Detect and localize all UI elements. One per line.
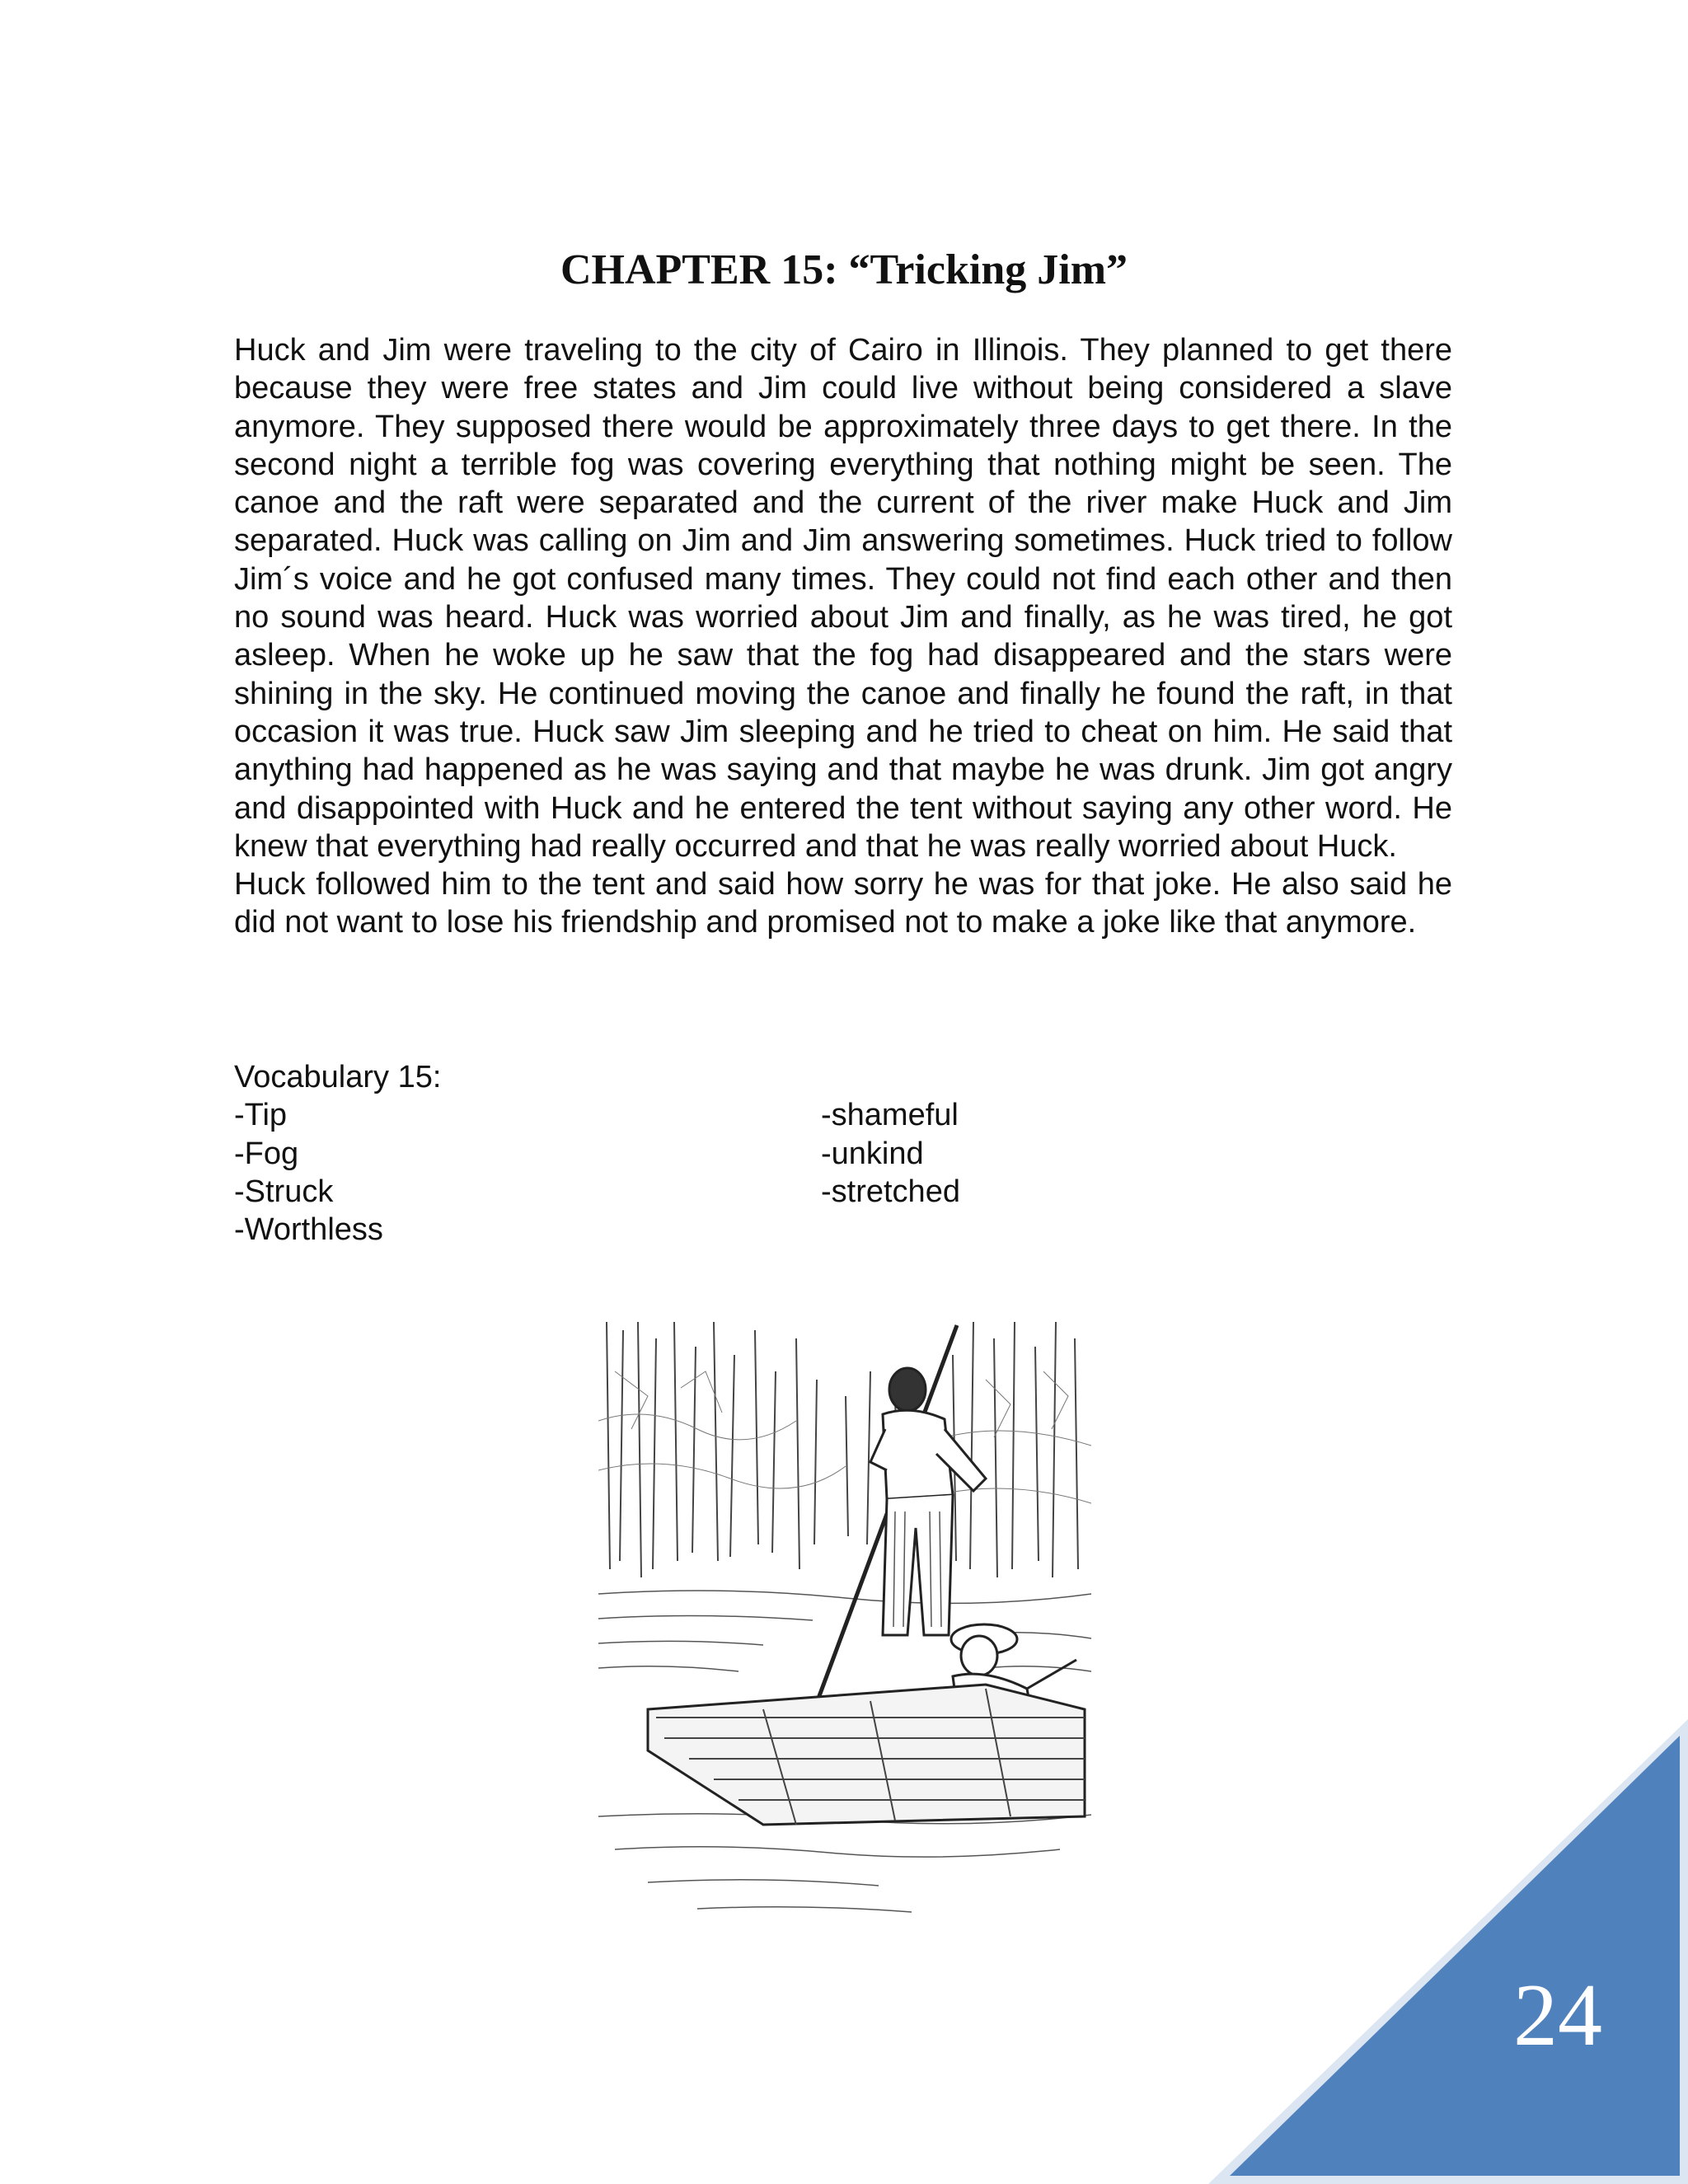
vocabulary-section	[234, 1058, 1452, 1249]
vocabulary-word: -shameful	[821, 1098, 959, 1133]
vocabulary-list-right	[821, 1096, 960, 1249]
chapter-text	[234, 331, 1452, 942]
vocabulary-word: -Worthless	[234, 1212, 383, 1248]
raft-illustration	[598, 1322, 1091, 1932]
vocabulary-heading: Vocabulary 15:	[234, 1060, 442, 1094]
page-corner-triangle	[1208, 1719, 1688, 2184]
vocabulary-word: -unkind	[821, 1136, 924, 1171]
vocabulary-word: -Struck	[234, 1174, 334, 1209]
page-number: 24	[1513, 1966, 1602, 2064]
vocabulary-word: -Fog	[234, 1136, 299, 1171]
paragraph: Huck and Jim were traveling to the city of Cairo in Illinois. They planned to get there because they were free states and Jim could live without being considered a slave anymore. They supposed there would be approximately three days to get there. In the second night a terrible fog was covering everything that nothing might be seen. The canoe and the raft were separated and the current of the river make Huck and Jim separated. Huck was calling on Jim and Jim answering sometimes. Huck tried to follow Jim´s voice and he got confused many times. They could not find each other and then no sound was heard. Huck was worried about Jim and finally, as he was tired, he got asleep. When he woke up he saw that the fog had disappeared and the stars were shining in the sky. He continued moving the canoe and finally he found the raft, in that occasion it was true. Huck saw Jim sleeping and he tried to cheat on him. He said that anything had happened as he was saying and that maybe he was drunk. Jim got angry and disappointed with Huck and he entered the tent without saying any other word. He knew that everything had really occurred and that he was really worried about Huck.	[234, 333, 1452, 864]
paragraph: Huck followed him to the tent and said how sorry he was for that joke. He also said he did not want to lose his friendship and promised not to make a joke like that anymore.	[234, 867, 1452, 940]
vocabulary-list-left	[234, 1096, 821, 1249]
vocabulary-word: -stretched	[821, 1174, 960, 1209]
vocabulary-columns	[234, 1096, 1452, 1249]
vocabulary-word: -Tip	[234, 1098, 288, 1133]
page-title: CHAPTER 15: “Tricking Jim”	[560, 246, 1128, 293]
